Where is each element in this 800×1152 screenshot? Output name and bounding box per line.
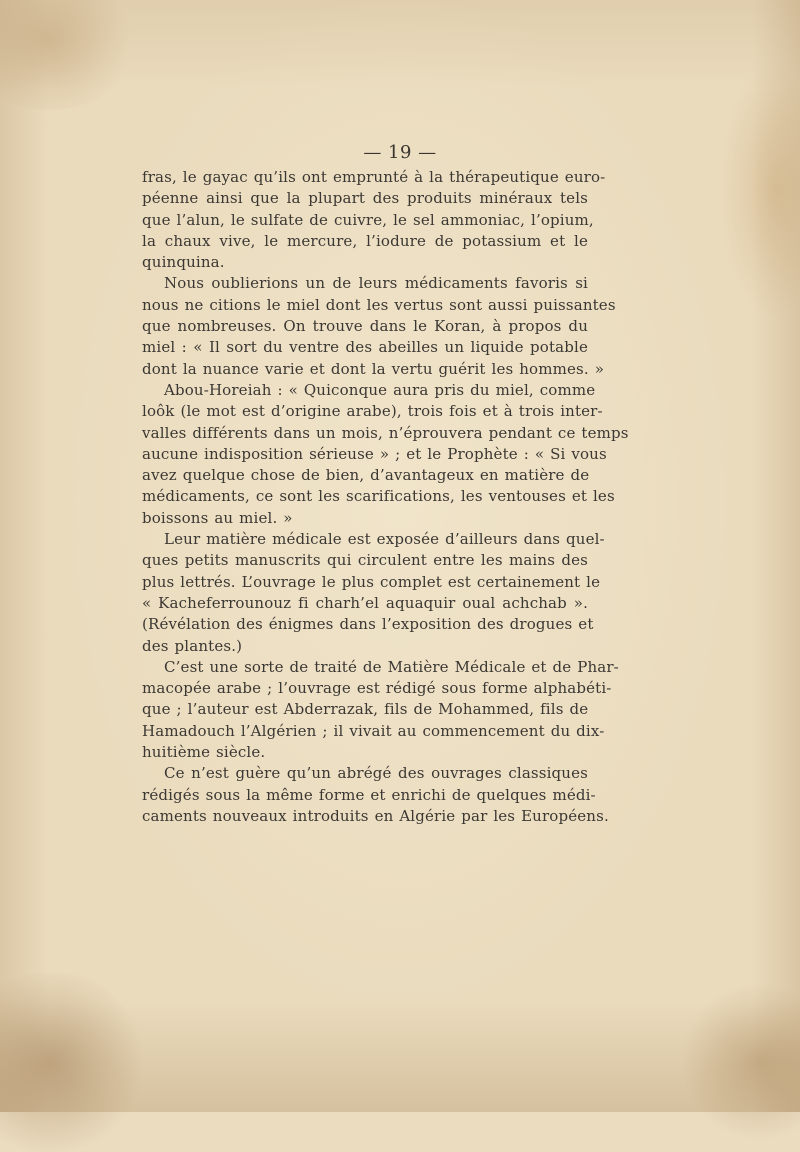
text-line: macopée arabe ; l’ouvrage est rédigé sous forme alphabéti-	[142, 679, 612, 698]
text-line: Nous oublierions un de leurs médicaments favoris si	[164, 274, 588, 293]
text-line: que l’alun, le sulfate de cuivre, le sel ammoniac, l’opium,	[142, 210, 594, 229]
text-line: que ; l’auteur est Abderrazak, fils de Mohammed, fils de	[142, 700, 589, 719]
text-line: Hamadouch l’Algérien ; il vivait au commencement du dix-	[142, 721, 605, 740]
text-line: valles différents dans un mois, n’éprouvera pendant ce temps	[142, 423, 629, 442]
text-line: que nombreuses. On trouve dans le Koran, à propos du	[142, 317, 588, 336]
paper-stain	[0, 972, 150, 1152]
text-line: rédigés sous la même forme et enrichi de quelques médi-	[142, 785, 596, 804]
paper-stain	[0, 0, 140, 110]
text-line: la chaux vive, le mercure, l’iodure de potassium et le	[142, 231, 588, 250]
text-line: plus lettrés. L’ouvrage le plus complet est certainement le	[142, 572, 601, 591]
text-line: aucune indisposition sérieuse » ; et le Prophète : « Si vous	[142, 444, 607, 463]
text-line: Abou-Horeiah : « Quiconque aura pris du miel, comme	[164, 380, 596, 399]
text-line: « Kacheferrounouz fi charh’el aquaquir oual achchab ».	[142, 593, 588, 612]
text-line: miel : « Il sort du ventre des abeilles un liquide potable	[142, 338, 588, 357]
text-line: dont la nuance varie et dont la vertu guérit les hommes. »	[142, 359, 605, 378]
text-line: péenne ainsi que la plupart des produits minéraux tels	[142, 189, 588, 208]
text-line: des plantes.)	[142, 636, 243, 655]
paper-stain	[680, 982, 800, 1142]
text-line: ques petits manuscrits qui circulent entre les mains des	[142, 551, 588, 570]
text-line: médicaments, ce sont les scarifications, les ventouses et les	[142, 487, 615, 506]
text-line: boissons au miel. »	[142, 508, 293, 527]
text-line: nous ne citions le miel dont les vertus sont aussi puissantes	[142, 295, 616, 314]
text-line: Ce n’est guère qu’un abrégé des ouvrages classiques	[164, 764, 588, 783]
text-line: loôk (le mot est d’origine arabe), trois fois et à trois inter-	[142, 402, 603, 421]
text-line: quinquina.	[142, 253, 225, 272]
text-line: avez quelque chose de bien, d’avantageux en matière de	[142, 466, 590, 485]
text-line: fras, le gayac qu’ils ont emprunté à la thérapeutique euro-	[142, 168, 606, 186]
text-line: C’est une sorte de traité de Matière Médicale et de Phar-	[164, 657, 619, 676]
text-line: (Révélation des énigmes dans l’exposition des drogues et	[142, 615, 594, 634]
body-text	[142, 167, 629, 827]
text-line: Leur matière médicale est exposée d’ailleurs dans quel-	[164, 530, 605, 549]
text-line: caments nouveaux introduits en Algérie par les Européens.	[142, 806, 609, 825]
paper-stain	[720, 60, 800, 320]
text-line: huitième siècle.	[142, 743, 266, 762]
page-number: — 19 —	[363, 142, 437, 163]
